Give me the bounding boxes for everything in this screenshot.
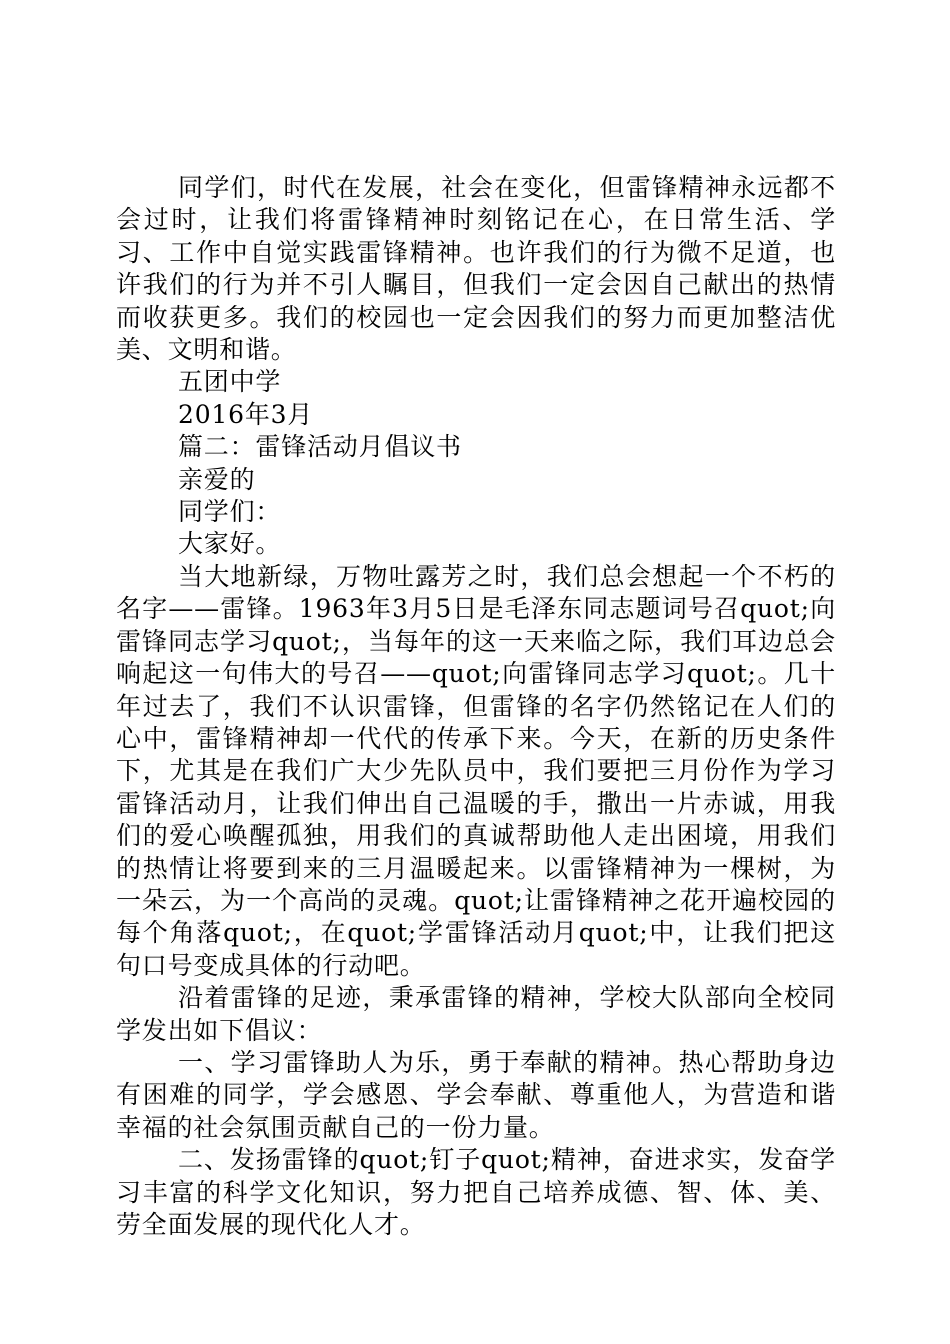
paragraph-proposal-1: 一、学习雷锋助人为乐，勇于奉献的精神。热心帮助身边有困难的同学，学会感恩、学会奉献、尊重他人，为营造和谐幸福的社会氛围贡献自己的一份力量。: [116, 1047, 836, 1142]
paragraph-proposal-lead: 沿着雷锋的足迹，秉承雷锋的精神，学校大队部向全校同学发出如下倡议：: [116, 983, 836, 1045]
paragraph-intro: 当大地新绿，万物吐露芳之时，我们总会想起一个不朽的名字——雷锋。1963年3月5日是毛泽东同志题词号召quot;向雷锋同志学习quot;，当每年的这一天来临之际，我们耳边总会响起这一句伟大的号召——quot;向雷锋同志学习quot;。几十年过去了，我们不认识雷锋，但雷锋的名字仍然铭记在人们的心中，雷锋精神却一代代的传承下来。今天，在新的历史条件下，尤其是在我们广大少先队员中，我们要把三月份作为学习雷锋活动月，让我们伸出自己温暖的手，撒出一片赤诚，用我们的爱心唤醒孤独，用我们的真诚帮助他人走出困境，用我们的热情让将要到来的三月温暖起来。以雷锋精神为一棵树，为一朵云，为一个高尚的灵魂。quot;让雷锋精神之花开遍校园的每个角落quot;，在quot;学雷锋活动月quot;中，让我们把这句口号变成具体的行动吧。: [116, 561, 836, 980]
salutation-line-1: 亲爱的: [178, 464, 256, 494]
greeting: 大家好。: [178, 529, 282, 559]
salutation-line-2: 同学们：: [178, 497, 282, 527]
paragraph-proposal-2: 二、发扬雷锋的quot;钉子quot;精神，奋进求实，发奋学习丰富的科学文化知识，努力把自己培养成德、智、体、美、劳全面发展的现代化人才。: [116, 1145, 836, 1239]
document-body: [116, 172, 836, 1241]
section-title: 篇二：雷锋活动月倡议书: [178, 432, 462, 462]
paragraph-closing: 同学们，时代在发展，社会在变化，但雷锋精神永远都不会过时，让我们将雷锋精神时刻铭记在心，在日常生活、学习、工作中自觉实践雷锋精神。也许我们的行为微不足道，也许我们的行为并不引人瞩目，但我们一定会因自己献出的热情而收获更多。我们的校园也一定会因我们的努力而更加整洁优美、文明和谐。: [116, 173, 836, 365]
signature-school: 五团中学: [178, 367, 282, 397]
signature-date: 2016年3月: [178, 399, 314, 429]
